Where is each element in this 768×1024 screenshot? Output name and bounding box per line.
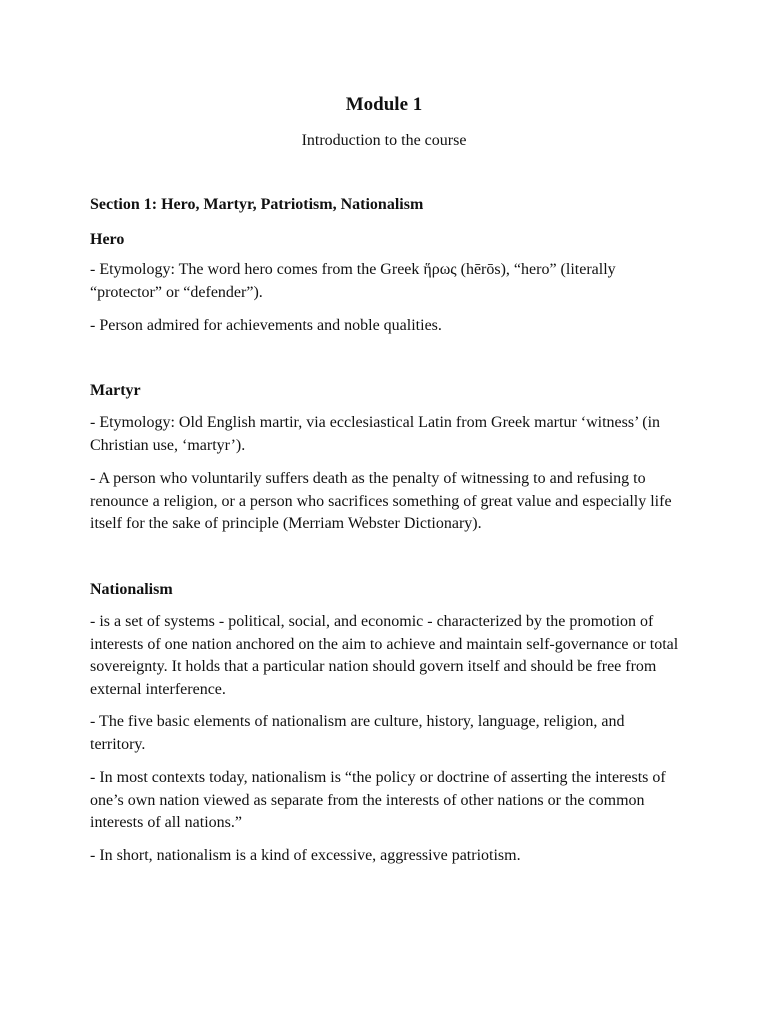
hero-heading: Hero [90,231,125,248]
nationalism-heading: Nationalism [90,581,173,598]
nationalism-paragraph: - is a set of systems - political, social, and economic - characterized by the promotion of interests of one nation anchored on the aim to achieve and maintain self-governance or total sovereignty. It holds that a particular nation should govern itself and should be free from external interference. [90,613,679,698]
nationalism-paragraph: - The five basic elements of nationalism are culture, history, language, religion, and territory. [90,713,625,753]
section-heading: Section 1: Hero, Martyr, Patriotism, Nationalism [90,196,424,213]
page-title: Module 1 [345,94,423,115]
page-subtitle: Introduction to the course [301,132,467,149]
nationalism-paragraph: - In short, nationalism is a kind of excessive, aggressive patriotism. [90,847,521,864]
nationalism-paragraph: - In most contexts today, nationalism is “the policy or doctrine of asserting the interests of one’s own nation viewed as separate from the interests of other nations or the common interests of all nations.” [90,769,666,831]
hero-paragraph: - Etymology: The word hero comes from the Greek ἥρως (hērōs), “hero” (literally “protector” or “defender”). [90,261,616,301]
martyr-paragraph: - Etymology: Old English martir, via ecclesiastical Latin from Greek martur ‘witness’ (in Christian use, ‘martyr’). [90,414,661,454]
martyr-heading: Martyr [90,382,141,399]
martyr-paragraph: - A person who voluntarily suffers death as the penalty of witnessing to and refusing to renounce a religion, or a person who sacrifices something of great value and especially life itself for the sake of principle (Merriam Webster Dictionary). [90,470,672,532]
hero-paragraph: - Person admired for achievements and noble qualities. [90,317,442,334]
